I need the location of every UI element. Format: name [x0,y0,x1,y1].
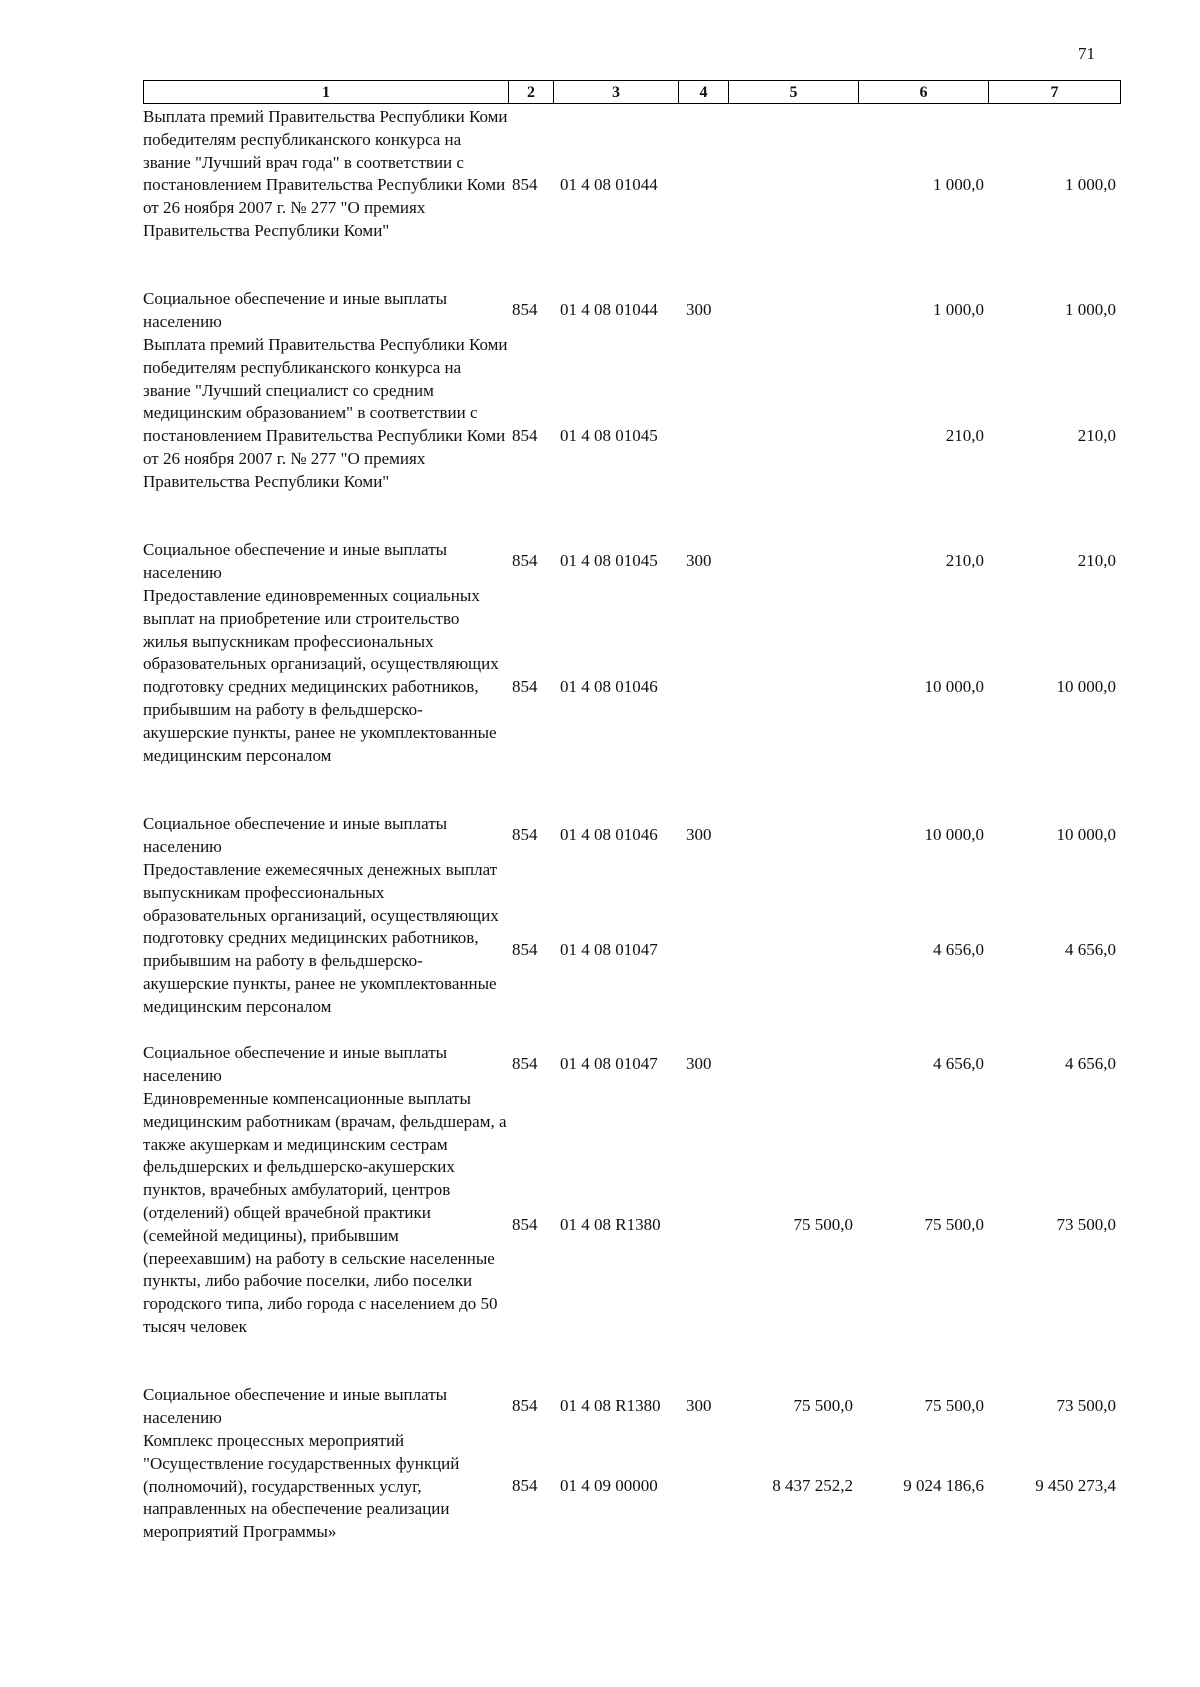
row-col-2: 854 [512,1476,538,1495]
row-description: Комплекс процессных мероприятий "Осуществление государственных функций (полномочий), государственных услуг, направленных на обеспечение реализации мероприятий Программы» [143,1431,460,1542]
row-col-2: 854 [512,175,538,194]
page-number: 71 [1078,44,1095,63]
row-description: Социальное обеспечение и иные выплаты населению [143,540,448,582]
row-col-2: 854 [512,677,538,696]
column-header-5: 5 [729,81,859,104]
row-col-4: 300 [686,1054,712,1073]
row-col-4: 300 [686,300,712,319]
row-col-3: 01 4 08 01045 [560,426,658,445]
row-col-7: 1 000,0 [1065,300,1116,319]
row-col-7: 4 656,0 [1065,1054,1116,1073]
row-col-2: 854 [512,551,538,570]
row-col-7: 10 000,0 [1056,677,1116,696]
row-col-2: 854 [512,1215,538,1234]
row-description: Социальное обеспечение и иные выплаты населению [143,1043,448,1085]
row-description: Выплата премий Правительства Республики Коми победителям республиканского конкурса на звание "Лучший специалист со средним медицинским образованием" в соответствии с постановлением Правительства Республики Коми от 26 ноября 2007 г. № 277 "О премиях Правительства Республики Коми" [143,335,508,491]
row-col-7: 73 500,0 [1056,1396,1116,1415]
row-description: Предоставление единовременных социальных выплат на приобретение или строительство жилья выпускникам профессиональных образовательных организаций, осуществляющих подготовку средних медицинских работников, прибывшим на работу в фельдшерско-акушерские пункты, ранее не укомплектованные медицинским персоналом [143,586,499,765]
row-col-6: 1 000,0 [933,300,984,319]
row-col-6: 75 500,0 [924,1215,984,1234]
row-col-2: 854 [512,300,538,319]
row-col-3: 01 4 08 01046 [560,677,658,696]
row-col-7: 9 450 273,4 [1035,1476,1116,1495]
row-col-3: 01 4 08 01044 [560,175,658,194]
column-header-4: 4 [679,81,729,104]
column-header-6: 6 [859,81,989,104]
row-col-3: 01 4 08 R1380 [560,1396,661,1415]
row-col-3: 01 4 08 01045 [560,551,658,570]
row-col-7: 210,0 [1077,426,1116,445]
row-col-6: 4 656,0 [933,1054,984,1073]
column-header-3: 3 [554,81,679,104]
row-col-4: 300 [686,825,712,844]
row-col-2: 854 [512,426,538,445]
row-col-2: 854 [512,1396,538,1415]
row-description: Социальное обеспечение и иные выплаты населению [143,289,448,331]
row-col-5: 8 437 252,2 [772,1476,853,1495]
row-col-6: 4 656,0 [933,940,984,959]
row-col-6: 210,0 [945,551,984,570]
row-col-3: 01 4 08 01046 [560,825,658,844]
row-col-6: 10 000,0 [924,677,984,696]
row-col-5: 75 500,0 [793,1215,853,1234]
row-col-3: 01 4 09 00000 [560,1476,658,1495]
row-col-6: 9 024 186,6 [903,1476,984,1495]
row-col-3: 01 4 08 01047 [560,940,658,959]
row-description: Выплата премий Правительства Республики Коми победителям республиканского конкурса на звание "Лучший врач года" в соответствии с постановлением Правительства Республики Коми от 26 ноября 2007 г. № 277 "О премиях Правительства Республики Коми" [143,107,508,240]
row-col-2: 854 [512,1054,538,1073]
row-col-2: 854 [512,940,538,959]
row-description: Единовременные компенсационные выплаты медицинским работникам (врачам, фельдшерам, а также акушеркам и медицинским сестрам фельдшерских и фельдшерско-акушерских пунктов, врачебных амбулаторий, центров (отделений) общей врачебной практики (семейной медицины), прибывшим (переехавшим) на работу в сельские населенные пункты, либо рабочие поселки, либо поселки городского типа, либо города с населением до 50 тысяч человек [143,1089,507,1336]
column-header-2: 2 [509,81,554,104]
row-col-6: 75 500,0 [924,1396,984,1415]
row-col-7: 1 000,0 [1065,175,1116,194]
row-col-7: 73 500,0 [1056,1215,1116,1234]
row-col-6: 10 000,0 [924,825,984,844]
row-description: Предоставление ежемесячных денежных выплат выпускникам профессиональных образовательных организаций, осуществляющих подготовку средних медицинских работников, прибывшим на работу в фельдшерско-акушерские пункты, ранее не укомплектованные медицинским персоналом [143,860,499,1016]
row-col-7: 10 000,0 [1056,825,1116,844]
row-col-4: 300 [686,551,712,570]
row-col-5: 75 500,0 [793,1396,853,1415]
column-header-row [143,80,1121,104]
row-col-6: 210,0 [945,426,984,445]
row-col-3: 01 4 08 01047 [560,1054,658,1073]
row-description: Социальное обеспечение и иные выплаты населению [143,814,448,856]
row-col-7: 210,0 [1077,551,1116,570]
column-header-7: 7 [989,81,1121,104]
row-col-7: 4 656,0 [1065,940,1116,959]
row-col-2: 854 [512,825,538,844]
row-col-3: 01 4 08 R1380 [560,1215,661,1234]
row-col-6: 1 000,0 [933,175,984,194]
column-header-1: 1 [144,81,509,104]
row-description: Социальное обеспечение и иные выплаты населению [143,1385,448,1427]
row-col-3: 01 4 08 01044 [560,300,658,319]
row-col-4: 300 [686,1396,712,1415]
